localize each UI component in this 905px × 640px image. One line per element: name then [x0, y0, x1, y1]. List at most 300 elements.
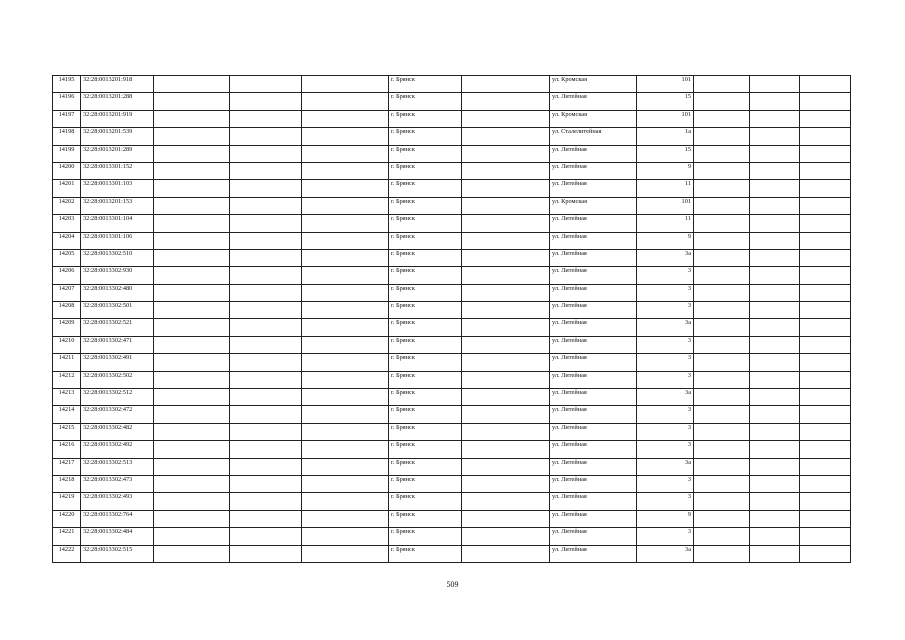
house-number-cell: 3а	[637, 249, 694, 266]
empty-cell	[230, 319, 302, 336]
empty-cell	[302, 110, 389, 127]
empty-cell	[694, 197, 750, 214]
empty-cell	[750, 458, 800, 475]
city-cell: г. Брянск	[389, 475, 462, 492]
empty-cell	[302, 458, 389, 475]
empty-cell	[462, 423, 550, 440]
empty-cell	[800, 249, 851, 266]
cadastral-number-cell: 32:28:0013302:512	[81, 389, 154, 406]
street-cell: ул. Литейная	[550, 336, 637, 353]
row-number-cell: 14222	[53, 545, 81, 562]
empty-cell	[462, 180, 550, 197]
city-cell: г. Брянск	[389, 249, 462, 266]
empty-cell	[154, 76, 230, 93]
empty-cell	[750, 545, 800, 562]
empty-cell	[302, 215, 389, 232]
table-row	[53, 510, 851, 527]
row-number-cell: 14203	[53, 215, 81, 232]
street-cell: ул. Литейная	[550, 493, 637, 510]
empty-cell	[750, 249, 800, 266]
empty-cell	[230, 510, 302, 527]
empty-cell	[462, 284, 550, 301]
empty-cell	[230, 215, 302, 232]
empty-cell	[800, 406, 851, 423]
empty-cell	[800, 510, 851, 527]
empty-cell	[230, 162, 302, 179]
house-number-cell: 3	[637, 406, 694, 423]
cadastral-number-cell: 32:28:0013302:764	[81, 510, 154, 527]
empty-cell	[154, 93, 230, 110]
empty-cell	[154, 162, 230, 179]
row-number-cell: 14199	[53, 145, 81, 162]
city-cell: г. Брянск	[389, 128, 462, 145]
cadastral-number-cell: 32:28:0013201:289	[81, 145, 154, 162]
city-cell: г. Брянск	[389, 284, 462, 301]
house-number-cell: 9	[637, 232, 694, 249]
empty-cell	[750, 145, 800, 162]
empty-cell	[462, 302, 550, 319]
empty-cell	[154, 319, 230, 336]
empty-cell	[800, 389, 851, 406]
empty-cell	[154, 197, 230, 214]
city-cell: г. Брянск	[389, 354, 462, 371]
row-number-cell: 14212	[53, 371, 81, 388]
empty-cell	[800, 284, 851, 301]
cadastral-number-cell: 32:28:0013302:521	[81, 319, 154, 336]
empty-cell	[800, 197, 851, 214]
empty-cell	[154, 302, 230, 319]
city-cell: г. Брянск	[389, 145, 462, 162]
empty-cell	[302, 493, 389, 510]
cadastral-number-cell: 32:28:0013302:471	[81, 336, 154, 353]
street-cell: ул. Литейная	[550, 458, 637, 475]
empty-cell	[462, 319, 550, 336]
table-row	[53, 423, 851, 440]
house-number-cell: 15	[637, 145, 694, 162]
house-number-cell: 3	[637, 302, 694, 319]
street-cell: ул. Литейная	[550, 545, 637, 562]
empty-cell	[154, 354, 230, 371]
table-row	[53, 197, 851, 214]
table-row	[53, 458, 851, 475]
table-row	[53, 528, 851, 545]
row-number-cell: 14195	[53, 76, 81, 93]
street-cell: ул. Литейная	[550, 302, 637, 319]
empty-cell	[154, 145, 230, 162]
empty-cell	[230, 371, 302, 388]
table-row	[53, 215, 851, 232]
house-number-cell: 3а	[637, 458, 694, 475]
row-number-cell: 14214	[53, 406, 81, 423]
empty-cell	[154, 336, 230, 353]
empty-cell	[800, 493, 851, 510]
empty-cell	[462, 93, 550, 110]
empty-cell	[750, 128, 800, 145]
empty-cell	[462, 145, 550, 162]
row-number-cell: 14220	[53, 510, 81, 527]
empty-cell	[462, 354, 550, 371]
empty-cell	[302, 354, 389, 371]
city-cell: г. Брянск	[389, 232, 462, 249]
cadastral-number-cell: 32:28:0013302:930	[81, 267, 154, 284]
empty-cell	[462, 110, 550, 127]
empty-cell	[750, 336, 800, 353]
house-number-cell: 3	[637, 475, 694, 492]
empty-cell	[750, 267, 800, 284]
empty-cell	[154, 232, 230, 249]
empty-cell	[800, 145, 851, 162]
empty-cell	[750, 232, 800, 249]
empty-cell	[800, 302, 851, 319]
cadastral-number-cell: 32:28:0013302:510	[81, 249, 154, 266]
city-cell: г. Брянск	[389, 162, 462, 179]
cadastral-number-cell: 32:28:0013301:103	[81, 180, 154, 197]
empty-cell	[462, 493, 550, 510]
empty-cell	[302, 441, 389, 458]
empty-cell	[230, 336, 302, 353]
empty-cell	[462, 545, 550, 562]
empty-cell	[694, 458, 750, 475]
empty-cell	[694, 145, 750, 162]
empty-cell	[230, 493, 302, 510]
empty-cell	[462, 267, 550, 284]
empty-cell	[750, 528, 800, 545]
empty-cell	[154, 493, 230, 510]
empty-cell	[800, 423, 851, 440]
table-row	[53, 475, 851, 492]
empty-cell	[750, 180, 800, 197]
empty-cell	[750, 475, 800, 492]
row-number-cell: 14200	[53, 162, 81, 179]
cadastral-number-cell: 32:28:0013302:473	[81, 475, 154, 492]
row-number-cell: 14206	[53, 267, 81, 284]
empty-cell	[800, 319, 851, 336]
cadastral-number-cell: 32:28:0013302:502	[81, 371, 154, 388]
empty-cell	[694, 406, 750, 423]
empty-cell	[750, 284, 800, 301]
empty-cell	[750, 197, 800, 214]
city-cell: г. Брянск	[389, 110, 462, 127]
cadastral-number-cell: 32:28:0013301:104	[81, 215, 154, 232]
empty-cell	[750, 354, 800, 371]
table-row	[53, 249, 851, 266]
house-number-cell: 3	[637, 284, 694, 301]
empty-cell	[154, 389, 230, 406]
row-number-cell: 14197	[53, 110, 81, 127]
street-cell: ул. Литейная	[550, 162, 637, 179]
empty-cell	[462, 128, 550, 145]
empty-cell	[750, 76, 800, 93]
cadastral-number-cell: 32:28:0013201:539	[81, 128, 154, 145]
table-row	[53, 128, 851, 145]
house-number-cell: 11	[637, 180, 694, 197]
table-row	[53, 354, 851, 371]
cadastral-number-cell: 32:28:0013201:153	[81, 197, 154, 214]
empty-cell	[154, 423, 230, 440]
row-number-cell: 14201	[53, 180, 81, 197]
empty-cell	[694, 319, 750, 336]
empty-cell	[154, 249, 230, 266]
empty-cell	[302, 528, 389, 545]
street-cell: ул. Кромская	[550, 110, 637, 127]
street-cell: ул. Литейная	[550, 180, 637, 197]
empty-cell	[230, 458, 302, 475]
empty-cell	[694, 336, 750, 353]
empty-cell	[302, 128, 389, 145]
empty-cell	[750, 510, 800, 527]
empty-cell	[750, 389, 800, 406]
table-row	[53, 302, 851, 319]
empty-cell	[154, 406, 230, 423]
cadastral-number-cell: 32:28:0013302:482	[81, 423, 154, 440]
empty-cell	[302, 267, 389, 284]
street-cell: ул. Литейная	[550, 232, 637, 249]
city-cell: г. Брянск	[389, 441, 462, 458]
city-cell: г. Брянск	[389, 371, 462, 388]
empty-cell	[302, 389, 389, 406]
empty-cell	[800, 475, 851, 492]
empty-cell	[694, 267, 750, 284]
empty-cell	[750, 302, 800, 319]
empty-cell	[302, 475, 389, 492]
street-cell: ул. Литейная	[550, 215, 637, 232]
table-body	[53, 76, 851, 563]
cadastral-number-cell: 32:28:0013302:501	[81, 302, 154, 319]
house-number-cell: 3а	[637, 389, 694, 406]
empty-cell	[462, 458, 550, 475]
table-row	[53, 406, 851, 423]
empty-cell	[750, 319, 800, 336]
street-cell: ул. Литейная	[550, 528, 637, 545]
city-cell: г. Брянск	[389, 423, 462, 440]
house-number-cell: 3	[637, 493, 694, 510]
street-cell: ул. Литейная	[550, 406, 637, 423]
row-number-cell: 14205	[53, 249, 81, 266]
empty-cell	[694, 93, 750, 110]
empty-cell	[230, 145, 302, 162]
empty-cell	[154, 284, 230, 301]
house-number-cell: 3	[637, 336, 694, 353]
street-cell: ул. Кромская	[550, 197, 637, 214]
empty-cell	[230, 441, 302, 458]
empty-cell	[462, 215, 550, 232]
empty-cell	[462, 232, 550, 249]
street-cell: ул. Литейная	[550, 284, 637, 301]
empty-cell	[694, 389, 750, 406]
empty-cell	[800, 232, 851, 249]
street-cell: ул. Литейная	[550, 423, 637, 440]
empty-cell	[694, 128, 750, 145]
empty-cell	[302, 162, 389, 179]
table-row	[53, 545, 851, 562]
empty-cell	[750, 215, 800, 232]
empty-cell	[750, 493, 800, 510]
row-number-cell: 14209	[53, 319, 81, 336]
cadastral-number-cell: 32:28:0013302:513	[81, 458, 154, 475]
row-number-cell: 14196	[53, 93, 81, 110]
house-number-cell: 101	[637, 197, 694, 214]
empty-cell	[154, 441, 230, 458]
empty-cell	[230, 197, 302, 214]
empty-cell	[694, 493, 750, 510]
street-cell: ул. Литейная	[550, 441, 637, 458]
house-number-cell: 101	[637, 110, 694, 127]
empty-cell	[154, 510, 230, 527]
empty-cell	[230, 475, 302, 492]
city-cell: г. Брянск	[389, 180, 462, 197]
empty-cell	[154, 267, 230, 284]
empty-cell	[302, 302, 389, 319]
house-number-cell: 3	[637, 423, 694, 440]
house-number-cell: 15	[637, 93, 694, 110]
city-cell: г. Брянск	[389, 197, 462, 214]
empty-cell	[230, 93, 302, 110]
house-number-cell: 3	[637, 371, 694, 388]
table-row	[53, 110, 851, 127]
row-number-cell: 14215	[53, 423, 81, 440]
row-number-cell: 14207	[53, 284, 81, 301]
empty-cell	[302, 545, 389, 562]
empty-cell	[230, 267, 302, 284]
city-cell: г. Брянск	[389, 302, 462, 319]
house-number-cell: 3а	[637, 545, 694, 562]
city-cell: г. Брянск	[389, 93, 462, 110]
empty-cell	[154, 110, 230, 127]
table-row	[53, 93, 851, 110]
empty-cell	[154, 528, 230, 545]
empty-cell	[694, 249, 750, 266]
street-cell: ул. Кромская	[550, 76, 637, 93]
table-row	[53, 371, 851, 388]
empty-cell	[462, 528, 550, 545]
empty-cell	[230, 354, 302, 371]
cadastral-number-cell: 32:28:0013301:106	[81, 232, 154, 249]
empty-cell	[230, 232, 302, 249]
row-number-cell: 14221	[53, 528, 81, 545]
house-number-cell: 3	[637, 441, 694, 458]
empty-cell	[462, 389, 550, 406]
empty-cell	[462, 162, 550, 179]
empty-cell	[750, 441, 800, 458]
empty-cell	[302, 180, 389, 197]
empty-cell	[800, 528, 851, 545]
row-number-cell: 14210	[53, 336, 81, 353]
empty-cell	[302, 93, 389, 110]
page-number: 509	[446, 580, 459, 589]
row-number-cell: 14216	[53, 441, 81, 458]
table-row	[53, 76, 851, 93]
empty-cell	[462, 197, 550, 214]
empty-cell	[462, 249, 550, 266]
empty-cell	[230, 545, 302, 562]
empty-cell	[154, 475, 230, 492]
empty-cell	[800, 267, 851, 284]
empty-cell	[694, 528, 750, 545]
city-cell: г. Брянск	[389, 406, 462, 423]
empty-cell	[750, 406, 800, 423]
empty-cell	[694, 354, 750, 371]
empty-cell	[462, 441, 550, 458]
street-cell: ул. Литейная	[550, 267, 637, 284]
empty-cell	[154, 371, 230, 388]
street-cell: ул. Литейная	[550, 510, 637, 527]
table-row	[53, 493, 851, 510]
empty-cell	[750, 371, 800, 388]
empty-cell	[154, 128, 230, 145]
city-cell: г. Брянск	[389, 267, 462, 284]
row-number-cell: 14202	[53, 197, 81, 214]
row-number-cell: 14217	[53, 458, 81, 475]
empty-cell	[750, 423, 800, 440]
house-number-cell: 3	[637, 267, 694, 284]
empty-cell	[230, 180, 302, 197]
empty-cell	[750, 93, 800, 110]
empty-cell	[302, 145, 389, 162]
empty-cell	[302, 336, 389, 353]
empty-cell	[800, 76, 851, 93]
empty-cell	[800, 336, 851, 353]
empty-cell	[230, 389, 302, 406]
city-cell: г. Брянск	[389, 458, 462, 475]
empty-cell	[694, 232, 750, 249]
empty-cell	[694, 180, 750, 197]
cadastral-number-cell: 32:28:0013302:492	[81, 441, 154, 458]
empty-cell	[302, 371, 389, 388]
empty-cell	[154, 215, 230, 232]
house-number-cell: 11	[637, 215, 694, 232]
table-row	[53, 145, 851, 162]
empty-cell	[694, 215, 750, 232]
empty-cell	[230, 406, 302, 423]
empty-cell	[800, 441, 851, 458]
cadastral-number-cell: 32:28:0013302:491	[81, 354, 154, 371]
table-row	[53, 180, 851, 197]
empty-cell	[230, 249, 302, 266]
row-number-cell: 14219	[53, 493, 81, 510]
empty-cell	[154, 545, 230, 562]
street-cell: ул. Сталелитейная	[550, 128, 637, 145]
empty-cell	[694, 284, 750, 301]
empty-cell	[462, 406, 550, 423]
street-cell: ул. Литейная	[550, 319, 637, 336]
house-number-cell: 1а	[637, 128, 694, 145]
house-number-cell: 9	[637, 162, 694, 179]
street-cell: ул. Литейная	[550, 389, 637, 406]
empty-cell	[694, 371, 750, 388]
empty-cell	[302, 197, 389, 214]
house-number-cell: 9	[637, 510, 694, 527]
city-cell: г. Брянск	[389, 76, 462, 93]
empty-cell	[800, 93, 851, 110]
empty-cell	[230, 302, 302, 319]
table-row	[53, 267, 851, 284]
row-number-cell: 14213	[53, 389, 81, 406]
table-row	[53, 232, 851, 249]
empty-cell	[302, 406, 389, 423]
street-cell: ул. Литейная	[550, 145, 637, 162]
empty-cell	[800, 180, 851, 197]
cadastral-number-cell: 32:28:0013201:918	[81, 76, 154, 93]
empty-cell	[230, 128, 302, 145]
empty-cell	[154, 180, 230, 197]
row-number-cell: 14198	[53, 128, 81, 145]
table-row	[53, 441, 851, 458]
table-row	[53, 162, 851, 179]
table-row	[53, 284, 851, 301]
street-cell: ул. Литейная	[550, 354, 637, 371]
empty-cell	[462, 76, 550, 93]
city-cell: г. Брянск	[389, 493, 462, 510]
